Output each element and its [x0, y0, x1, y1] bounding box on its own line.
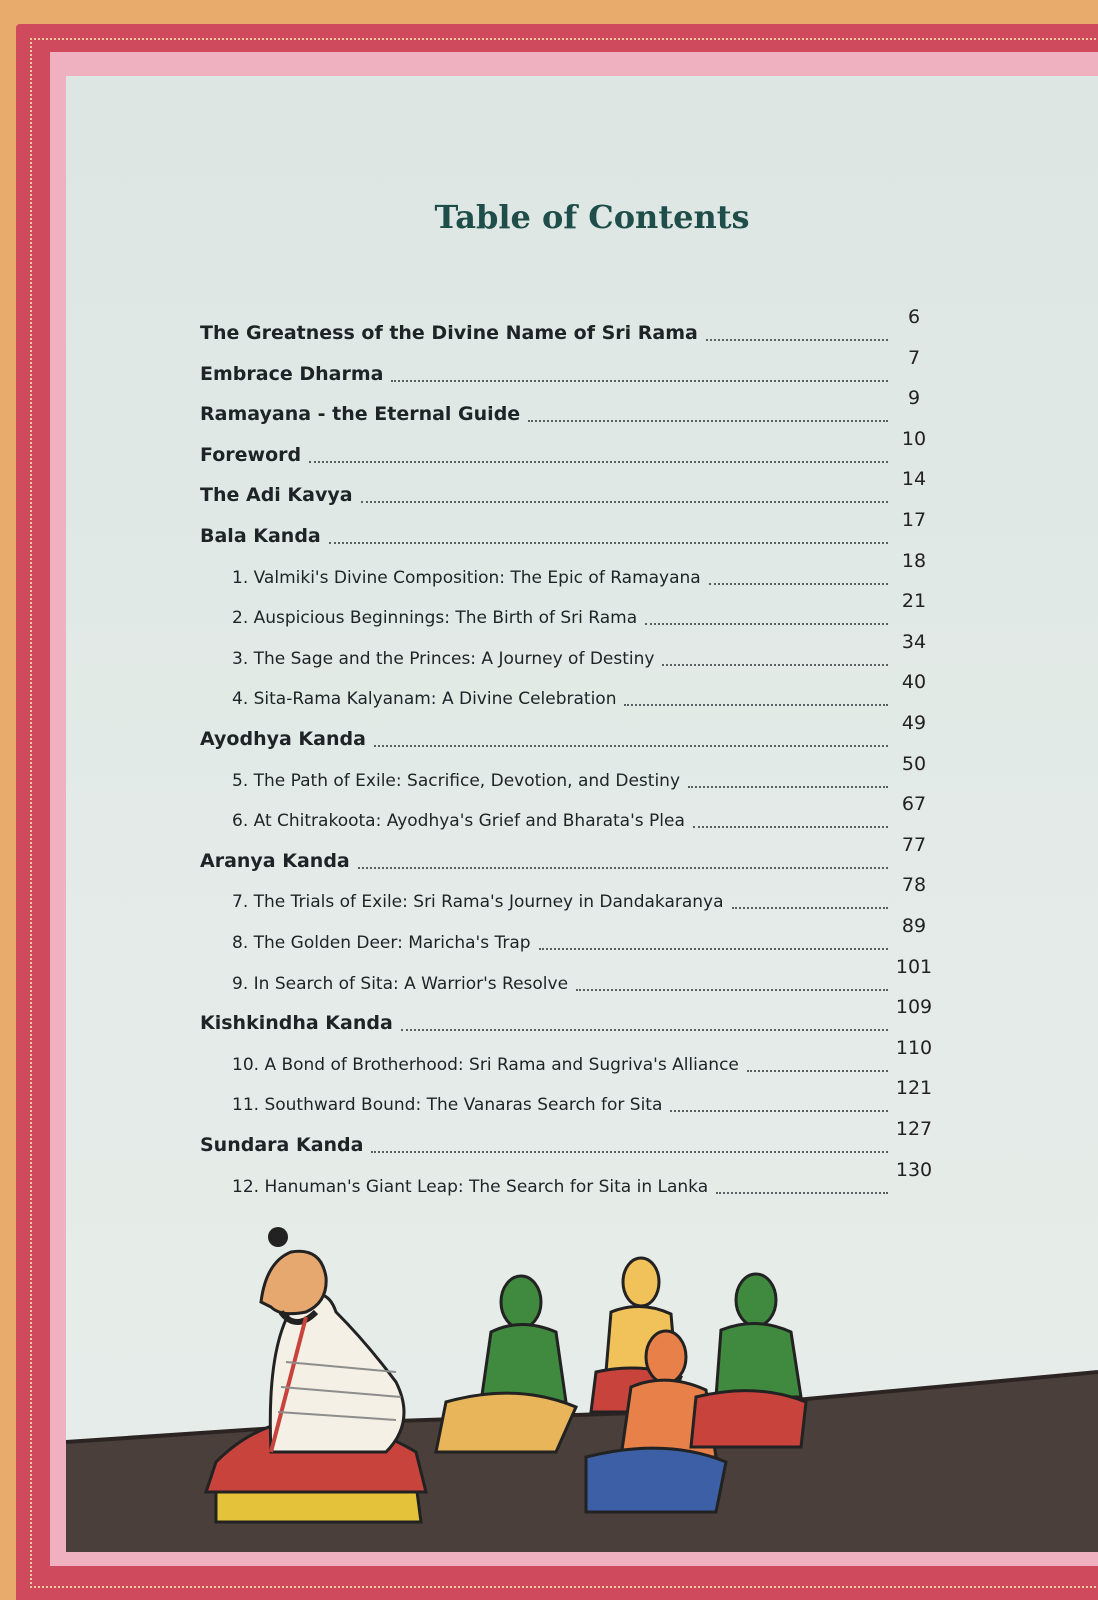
toc-page-number: 127	[895, 1118, 933, 1140]
toc-entry-title: 12. Hanuman's Giant Leap: The Search for Sita in Lanka	[232, 1176, 709, 1197]
toc-chapter-row	[232, 955, 946, 998]
toc-page-number: 17	[901, 509, 927, 531]
toc-entry-title: 7. The Trials of Exile: Sri Rama's Journey in Dandakaranya	[232, 892, 724, 913]
toc-chapter-row	[232, 876, 946, 916]
kalamkari-sage-and-women-icon	[66, 1222, 1098, 1552]
dot-leader	[732, 907, 888, 909]
dot-leader	[528, 420, 888, 422]
book-page	[16, 24, 1098, 1600]
toc-section-row	[200, 1120, 946, 1160]
toc-entry-title: 11. Southward Bound: The Vanaras Search for Sita	[232, 1095, 663, 1116]
page-title: Table of Contents	[434, 198, 750, 236]
toc-entry-title: 10. A Bond of Brotherhood: Sri Rama and Sugriva's Alliance	[232, 1054, 739, 1075]
toc-page-number: 7	[907, 346, 921, 369]
toc-page-number: 40	[901, 671, 927, 694]
toc-section-row	[200, 308, 946, 348]
toc-page-number: 9	[907, 387, 921, 410]
toc-section-row	[200, 470, 946, 510]
toc-page-number: 50	[901, 752, 927, 775]
dot-leader	[670, 1110, 888, 1112]
dot-leader	[747, 1070, 888, 1072]
dot-leader	[645, 623, 888, 625]
toc-entry-title: The Greatness of the Divine Name of Sri Rama	[200, 322, 698, 344]
toc-chapter-row	[232, 673, 946, 713]
toc-section-row	[200, 346, 946, 389]
toc-chapter-row	[232, 1079, 946, 1119]
toc-entry-title: 6. At Chitrakoota: Ayodhya's Grief and Bharata's Plea	[232, 811, 685, 832]
toc-entry-title: Embrace Dharma	[200, 362, 384, 385]
toc-entry-title: Sundara Kanda	[200, 1134, 364, 1156]
toc-section-row	[200, 714, 946, 754]
dot-leader	[391, 380, 888, 382]
toc-page-number: 110	[895, 1036, 933, 1059]
dot-leader	[706, 339, 888, 341]
toc-page-number: 49	[901, 712, 927, 734]
toc-entry-title: Ayodhya Kanda	[200, 728, 366, 750]
toc-entry-title: Ramayana - the Eternal Guide	[200, 403, 521, 426]
toc-entry-title: 3. The Sage and the Princes: A Journey of Destiny	[232, 648, 655, 669]
toc-entry-title: Foreword	[200, 443, 302, 466]
dot-leader	[401, 1029, 888, 1031]
dot-leader	[662, 664, 888, 666]
dot-leader	[576, 989, 888, 991]
toc-entry-title: Aranya Kanda	[200, 849, 350, 872]
toc-chapter-row	[232, 917, 946, 957]
toc-chapter-row	[232, 752, 946, 795]
toc-entry-title: 2. Auspicious Beginnings: The Birth of Sri Rama	[232, 608, 638, 629]
toc-page-number: 67	[901, 793, 927, 816]
toc-section-row	[200, 998, 946, 1038]
toc-page-number: 18	[901, 549, 927, 572]
toc-page-number: 10	[901, 427, 927, 450]
toc-page-number: 6	[907, 306, 921, 328]
toc-page-number: 109	[895, 996, 933, 1019]
toc-page-number: 34	[901, 630, 927, 653]
dot-leader	[539, 948, 888, 950]
toc-entry-title: The Adi Kavya	[200, 484, 353, 507]
dot-leader	[624, 704, 888, 706]
toc-page-number: 130	[895, 1158, 933, 1181]
toc-section-row	[200, 389, 946, 429]
dot-leader	[693, 826, 888, 828]
toc-chapter-row	[232, 592, 946, 632]
toc-entry-title: 1. Valmiki's Divine Composition: The Epic of Ramayana	[232, 567, 701, 588]
dot-leader	[716, 1192, 888, 1194]
toc-entry-title: Bala Kanda	[200, 525, 321, 547]
toc-chapter-row	[232, 1036, 946, 1079]
toc-chapter-row	[232, 1158, 946, 1201]
toc-page-number: 78	[901, 874, 927, 897]
toc-entry-title: 9. In Search of Sita: A Warrior's Resolve	[232, 973, 569, 994]
toc-page-number: 89	[901, 915, 927, 937]
toc-chapter-row	[232, 795, 946, 835]
toc-entry-title: Kishkindha Kanda	[200, 1012, 393, 1035]
toc-entry-title: 8. The Golden Deer: Maricha's Trap	[232, 933, 531, 953]
dot-leader	[371, 1151, 888, 1153]
toc-chapter-row	[232, 630, 946, 673]
dot-leader	[709, 583, 888, 585]
toc-chapter-row	[232, 549, 946, 592]
toc-section-row	[200, 833, 946, 876]
toc-page-number: 101	[895, 955, 933, 978]
toc-page-number: 21	[901, 590, 927, 613]
dot-leader	[358, 867, 888, 869]
toc-entry-title: 5. The Path of Exile: Sacrifice, Devotion, and Destiny	[232, 770, 681, 791]
dot-leader	[309, 461, 888, 463]
page-content	[66, 76, 1098, 1552]
toc-page-number: 121	[895, 1077, 933, 1100]
toc-section-row	[200, 511, 946, 551]
toc-page-number: 77	[901, 833, 927, 856]
toc-section-row	[200, 427, 946, 470]
toc-entry-title: 4. Sita-Rama Kalyanam: A Divine Celebration	[232, 689, 617, 710]
dot-leader	[361, 501, 888, 503]
toc-page-number: 14	[901, 468, 927, 491]
dot-leader	[374, 745, 888, 747]
dot-leader	[329, 542, 888, 544]
dot-leader	[688, 786, 888, 788]
